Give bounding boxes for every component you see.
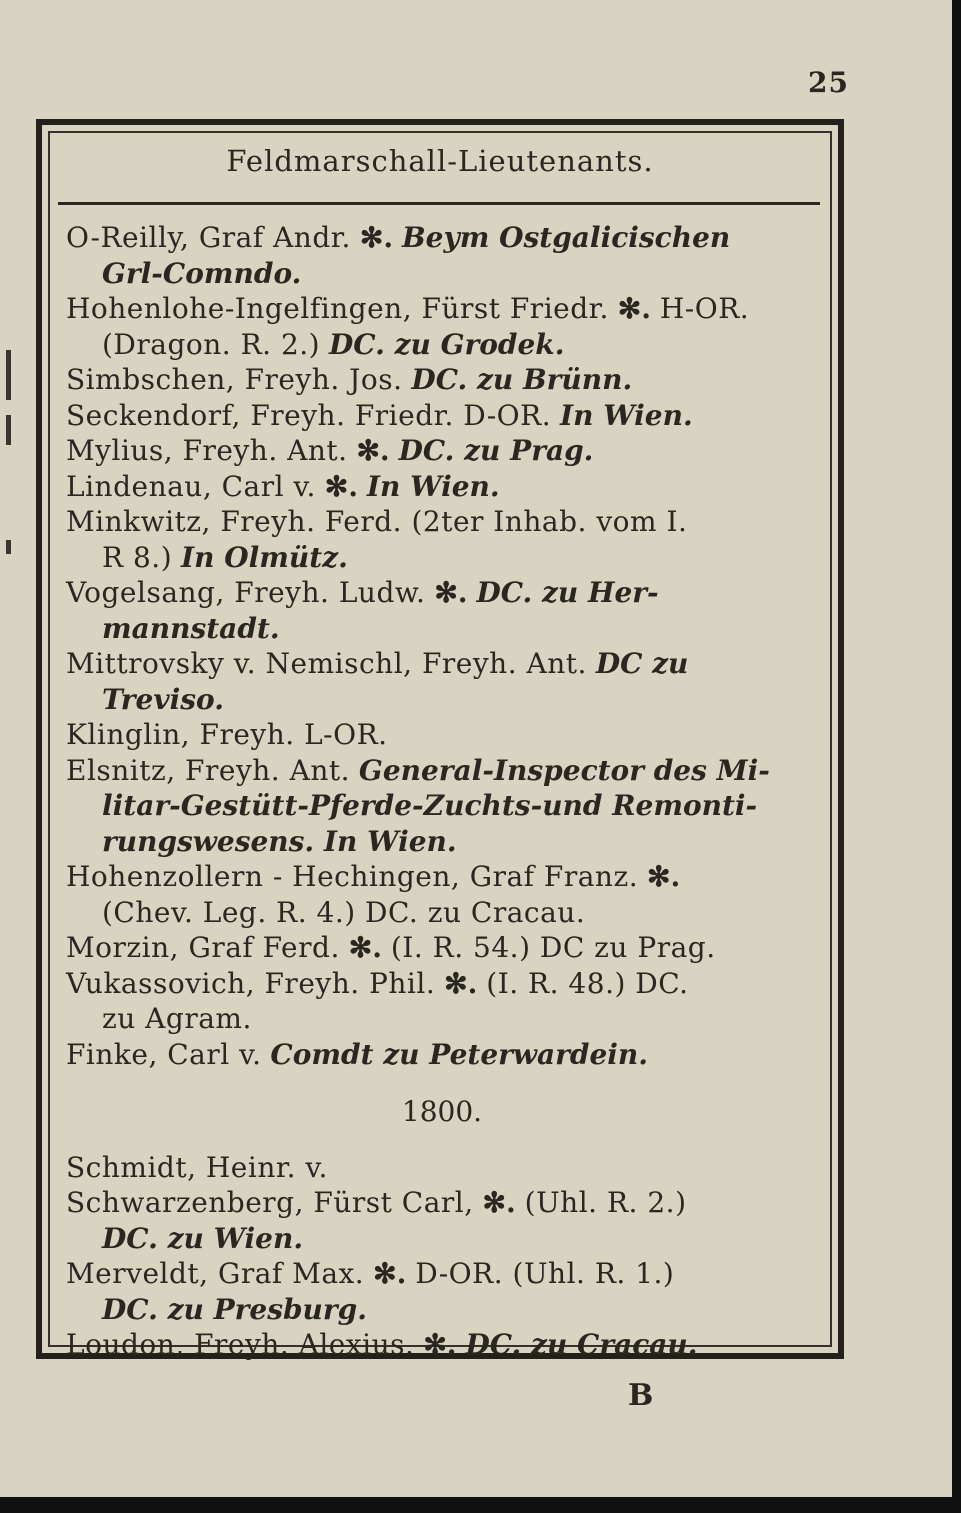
order-mark-icon: ✻. <box>359 221 394 254</box>
entry-detail: D-OR. (Uhl. R. 1.) <box>415 1257 675 1290</box>
entry-name: Lindenau, Carl v. <box>66 469 316 503</box>
entry-name: Mittrovsky v. Nemischl, Freyh. Ant. <box>66 647 587 680</box>
entry-detail: (I. R. 48.) DC. <box>486 966 689 1000</box>
entry-name: Hohenlohe-Ingelfingen, Fürst Friedr. <box>66 292 609 325</box>
entry-continuation <box>66 682 818 718</box>
entry-post: DC zu <box>595 647 689 680</box>
order-mark-icon: ✻. <box>434 576 468 609</box>
entry-name: O-Reilly, Graf Andr. <box>66 221 351 254</box>
entry <box>66 504 818 575</box>
entry-post: General-Inspector des Mi- <box>358 753 770 787</box>
entry-name: Vukassovich, Freyh. Phil. <box>66 966 436 1000</box>
entry-post: Grl-Comndo. <box>102 256 302 290</box>
entry-detail: (Chev. Leg. R. 4.) DC. zu Cracau. <box>102 895 586 929</box>
entry-post: In Wien. <box>560 398 693 432</box>
entry-continuation <box>66 1221 818 1257</box>
year-heading: 1800. <box>401 1095 483 1128</box>
entry-name: Finke, Carl v. <box>66 1037 262 1071</box>
entry-post: DC. zu Cracau. <box>465 1328 698 1361</box>
book-spine <box>952 0 961 1513</box>
entry-name: Merveldt, Graf Max. <box>66 1257 365 1290</box>
entry-name: Hohenzollern - Hechingen, Graf Franz. <box>66 860 639 893</box>
entry-name: Schwarzenberg, Fürst Carl, <box>66 1186 474 1219</box>
entry-post: DC. zu Grodek. <box>329 327 565 361</box>
order-mark-icon: ✻. <box>348 931 382 964</box>
entry-list <box>66 220 818 1363</box>
entry <box>66 433 818 469</box>
entry-name: Klinglin, Freyh. L-OR. <box>66 718 388 751</box>
entry-name: Minkwitz, Freyh. Ferd. (2ter Inhab. vom I. <box>66 505 688 538</box>
entry <box>66 1037 818 1073</box>
entry-name: Seckendorf, Freyh. Friedr. D-OR. <box>66 398 552 432</box>
order-mark-icon: ✻. <box>324 469 359 503</box>
title-rule <box>58 202 820 205</box>
entry-post: In Wien. <box>366 469 500 503</box>
entry-post: Treviso. <box>102 682 224 716</box>
entry <box>66 930 818 966</box>
entry <box>66 859 818 930</box>
section-title: Feldmarschall-Lieutenants. <box>226 144 654 178</box>
entry-post: Comdt zu Peterwardein. <box>270 1037 649 1071</box>
entry-post: DC. zu Her- <box>476 576 659 609</box>
entry <box>66 1256 818 1327</box>
order-mark-icon: ✻. <box>482 1186 516 1219</box>
entry <box>66 1150 818 1186</box>
entry <box>66 575 818 646</box>
entry <box>66 291 818 362</box>
order-mark-icon: ✻. <box>444 966 478 1000</box>
order-mark-icon: ✻. <box>356 434 390 467</box>
entry-post: In Olmütz. <box>181 540 348 574</box>
entry-detail: R 8.) <box>102 540 173 574</box>
entry-list-2 <box>66 1150 818 1363</box>
entry-post: DC. zu Presburg. <box>102 1292 367 1326</box>
entry-continuation <box>66 256 818 292</box>
entry-detail: (Uhl. R. 2.) <box>524 1186 687 1219</box>
signature-mark: B <box>628 1378 654 1413</box>
entry-post: DC. zu Brünn. <box>411 363 633 396</box>
entry-continuation <box>66 1001 818 1037</box>
margin-mark <box>6 540 11 554</box>
order-mark-icon: ✻. <box>617 292 651 325</box>
entry-post: DC. zu Prag. <box>398 434 594 467</box>
entry <box>66 717 818 753</box>
entry-name: Morzin, Graf Ferd. <box>66 931 340 964</box>
entry-post: Beym Ostgalicischen <box>402 221 731 254</box>
entry-name: Vogelsang, Freyh. Ludw. <box>66 576 426 609</box>
entry <box>66 398 818 434</box>
entry-detail: (I. R. 54.) DC zu Prag. <box>390 931 716 964</box>
entry-name: Simbschen, Freyh. Jos. <box>66 363 403 396</box>
entry <box>66 966 818 1037</box>
entry-name: Loudon, Freyh. Alexius. <box>66 1328 415 1361</box>
entry-detail: (Dragon. R. 2.) <box>102 327 321 361</box>
entry-list-1 <box>66 220 818 1072</box>
entry-detail: H-OR. <box>659 292 750 325</box>
entry <box>66 469 818 505</box>
entry <box>66 646 818 717</box>
entry-continuation <box>66 1292 818 1328</box>
entry-post: rungswesens. In Wien. <box>102 824 457 858</box>
entry-post: DC. zu Wien. <box>102 1221 304 1255</box>
entry-continuation <box>66 788 818 824</box>
entry <box>66 362 818 398</box>
entry-continuation <box>66 895 818 931</box>
entry-detail: zu Agram. <box>102 1002 252 1035</box>
page-bottom-edge <box>0 1497 961 1513</box>
margin-mark <box>6 350 11 400</box>
order-mark-icon: ✻. <box>647 860 681 893</box>
entry-name: Schmidt, Heinr. v. <box>66 1150 328 1184</box>
entry-continuation <box>66 540 818 576</box>
order-mark-icon: ✻. <box>423 1328 457 1361</box>
entry <box>66 1327 818 1363</box>
entry-name: Mylius, Freyh. Ant. <box>66 434 348 467</box>
entry <box>66 220 818 291</box>
entry-post: mannstadt. <box>102 611 280 645</box>
entry-name: Elsnitz, Freyh. Ant. <box>66 753 350 787</box>
entry-continuation <box>66 611 818 647</box>
entry <box>66 753 818 860</box>
margin-mark <box>6 415 11 445</box>
entry-continuation <box>66 327 818 363</box>
order-mark-icon: ✻. <box>373 1257 407 1290</box>
page-number: 25 <box>808 66 849 99</box>
entry-post: litar-Gestütt-Pferde-Zuchts-und Remonti- <box>102 789 758 822</box>
entry <box>66 1185 818 1256</box>
entry-continuation <box>66 824 818 860</box>
